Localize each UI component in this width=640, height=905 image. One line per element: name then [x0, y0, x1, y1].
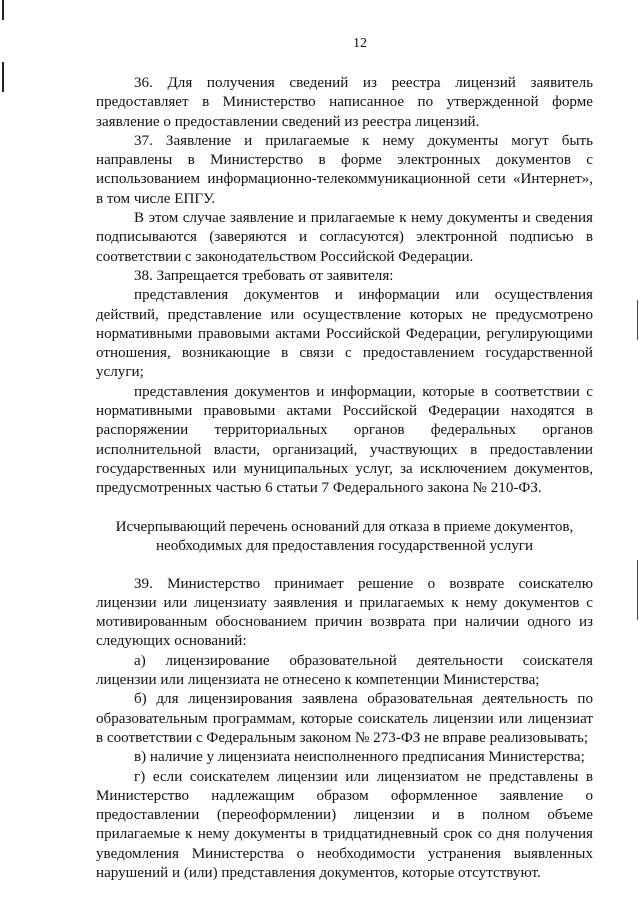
paragraph-36: 36. Для получения сведений из реестра лицензий заявитель предоставляет в Министерство написанное по утвержденной форме заявление о предоставлении сведений из реестра лицензий. — [96, 75, 593, 130]
scan-edge-mark — [637, 560, 638, 620]
paragraph-37-continued: В этом случае заявление и прилагаемые к нему документы и сведения подписываются (заверяются и согласуются) электронной подписью в соответствии с законодательством Российской Федерации. — [96, 210, 593, 265]
section-heading — [96, 518, 593, 556]
document-body — [96, 74, 593, 883]
paragraph-39: 39. Министерство принимает решение о возврате соискателю лицензии или лицензиату заявления и прилагаемых к нему документов с мотивированным обоснованием причин возврата при наличии одного из следующих оснований: — [96, 575, 593, 650]
page-number: 12 — [353, 36, 367, 51]
paragraph-38-item-2: представления документов и информации, которые в соответствии с нормативными правовыми актами Российской Федерации находятся в распоряжении территориальных органов федеральных органов исполнительной власти, организаций, участвующих в предоставлении государственных или муниципальных услуг, за исключением документов, предусмотренных частью 6 статьи 7 Федерального закона № 210-ФЗ. — [96, 383, 593, 497]
paragraph-38: 38. Запрещается требовать от заявителя: — [134, 267, 394, 284]
scan-edge-mark — [2, 62, 4, 92]
section-heading-line-2: необходимых для предоставления государственной услуги — [155, 537, 534, 554]
scan-edge-mark — [2, 0, 4, 20]
paragraph-39-item-g: г) если соискателем лицензии или лицензиатом не представлены в Министерство надлежащим образом оформленное заявление о предоставлении (переоформлении) лицензии и в полном объеме прилагаемые к нему документы в тридцатидневный срок со дня получения уведомления Министерства о необходимости устранения выявленных нарушений и (или) представления документов, которые отсутствуют. — [96, 768, 593, 881]
section-heading-line-1: Исчерпывающий перечень оснований для отказа в приеме документов, — [115, 518, 574, 535]
paragraph-39-item-a: а) лицензирование образовательной деятельности соискателя лицензии или лицензиата не отнесено к компетенции Министерства; — [96, 652, 593, 689]
scan-edge-mark — [637, 300, 638, 340]
paragraph-39-item-b: б) для лицензирования заявлена образовательная деятельность по образовательным программам, которые соискатель лицензии или лицензиат в соответствии с Федеральным законом № 273-ФЗ не вправе реализовывать; — [96, 691, 593, 746]
paragraph-38-item-1: представления документов и информации или осуществления действий, представление или осуществление которых не предусмотрено нормативными правовыми актами Российской Федерации, регулирующими отношения, возникающие в связи с предоставлением государственной услуги; — [96, 287, 593, 381]
paragraph-37: 37. Заявление и прилагаемые к нему документы могут быть направлены в Министерство в форме электронных документов с использованием информационно-телекоммуникационной сети «Интернет», в том числе ЕПГУ. — [96, 132, 593, 207]
paragraph-39-item-v: в) наличие у лицензиата неисполненного предписания Министерства; — [134, 749, 585, 766]
